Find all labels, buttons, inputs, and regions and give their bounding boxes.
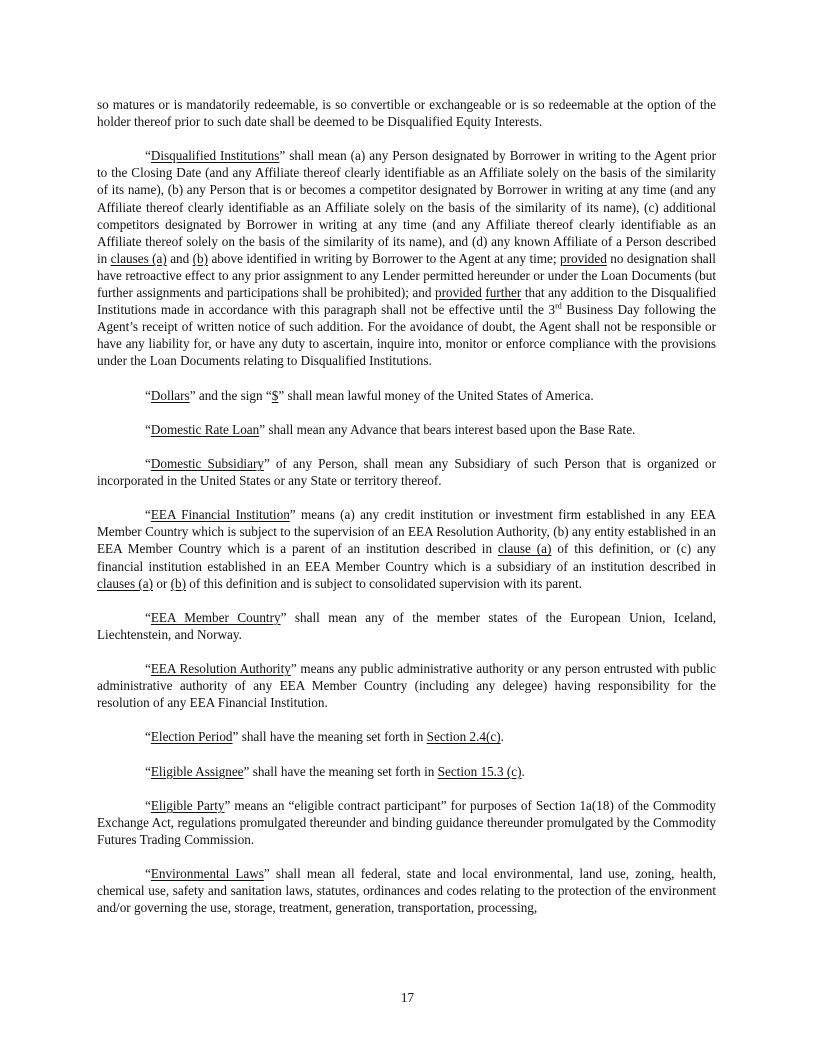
defined-term: EEA Member Country	[150, 609, 281, 625]
definition-eligible-party: “Eligible Party” means an “eligible contract participant” for purposes of Section 1a(18) of the Commodity Exchange Act, regulations promulgated thereunder and binding guidance thereunder promulgated by the Commodity Futures Trading Commission.	[97, 797, 717, 848]
cross-reference: clauses (a)	[110, 250, 167, 266]
cross-reference: (b)	[192, 250, 209, 266]
definition-eea-member-country: “EEA Member Country” shall mean any of the member states of the European Union, Iceland, Liechtenstein, and Norway.	[97, 609, 716, 642]
cross-reference: (b)	[170, 575, 186, 591]
cross-reference: clauses (a)	[97, 575, 154, 591]
cross-reference: clause (a)	[497, 541, 552, 557]
paragraph-continuation: so matures or is mandatorily redeemable, is so convertible or exchangeable or is so redeemable at the option of the holder thereof prior to such date shall be deemed to be Disqualified Equity Interests.	[97, 97, 716, 130]
cross-reference: Section 15.3 (c)	[437, 763, 522, 779]
definition-domestic-rate-loan: “Domestic Rate Loan” shall mean any Advance that bears interest based upon the Base Rate.	[145, 421, 636, 437]
definition-election-period: “Election Period” shall have the meaning set forth in Section 2.4(c).	[145, 729, 504, 745]
defined-term: Domestic Rate Loan	[150, 421, 260, 437]
ordinal-superscript: rd	[555, 301, 562, 311]
page-number: 17	[400, 990, 415, 1005]
emphasis-provided: provided	[559, 250, 607, 266]
defined-term: Disqualified Institutions	[150, 148, 280, 164]
defined-term: Election Period	[150, 729, 233, 745]
defined-term: Environmental Laws	[150, 866, 264, 882]
emphasis-further: further	[485, 285, 522, 301]
definition-domestic-subsidiary: “Domestic Subsidiary” of any Person, shall mean any Subsidiary of such Person that is organized or incorporated in the United States or any State or territory thereof.	[97, 455, 716, 489]
definition-disqualified-institutions: “Disqualified Institutions” shall mean (a) any Person designated by Borrower in writing to the Agent prior to the Closing Date (and any Affiliate thereof clearly identifiable as an Affiliate solely on the basis of the similarity of its name), (b) any Person that is or becomes a competitor designated by Borrower in writing at any time (and any Affiliate thereof clearly identifiable as an Affiliate solely on the basis of the similarity of its name), (c) additional competitors designated by Borrower in writing at any time (and any Affiliate thereof clearly identifiable as an Affiliate thereof solely on the basis of the similarity of its name), and (d) any known Affiliate of a Person described in clauses (a) and (b) above identified in writing by Borrower to the Agent at any time; provided no designation shall have retroactive effect to any prior assignment to any Lender permitted hereunder or under the Loan Documents (but further assignments and participations shall be prohibited); and provided further that any addition to the Disqualified Institutions made in accordance with this paragraph shall not be effective until the 3rd Business Day following the Agent’s receipt of written notice of such addition. For the avoidance of doubt, the Agent shall not be responsible or have any liability for, or have any duty to ascertain, inquire into, monitor or enforce compliance with the provisions under the Loan Documents relating to Disqualified Institutions.	[97, 148, 717, 369]
definition-eea-financial-institution: “EEA Financial Institution” means (a) any credit institution or investment firm established in any EEA Member Country which is subject to the supervision of an EEA Resolution Authority, (b) any entity established in an EEA Member Country which is a parent of an institution described in clause (a) of this definition, or (c) any financial institution established in an EEA Member Country which is a subsidiary of an institution described in clauses (a) or (b) of this definition and is subject to consolidated supervision with its parent.	[97, 507, 717, 591]
emphasis-provided: provided	[434, 285, 482, 301]
defined-term: Domestic Subsidiary	[150, 455, 264, 471]
defined-term: Eligible Assignee	[150, 763, 244, 779]
defined-term: EEA Financial Institution	[150, 507, 290, 523]
defined-term: Dollars	[150, 387, 190, 403]
cross-reference: Section 2.4(c)	[426, 729, 501, 745]
definition-eea-resolution-authority: “EEA Resolution Authority” means any public administrative authority or any person entrusted with public administrative authority of any EEA Member Country (including any delegee) having responsibility for the resolution of any EEA Financial Institution.	[97, 661, 716, 711]
definition-dollars: “Dollars” and the sign “$” shall mean lawful money of the United States of America.	[145, 387, 594, 403]
definition-eligible-assignee: “Eligible Assignee” shall have the meaning set forth in Section 15.3 (c).	[145, 763, 525, 779]
page-body	[97, 96, 716, 934]
defined-term: $	[271, 387, 279, 403]
definition-environmental-laws: “Environmental Laws” shall mean all federal, state and local environmental, land use, zoning, health, chemical use, safety and sanitation laws, statutes, ordinances and codes relating to the protection of the environment and/or governing the use, storage, treatment, generation, transportation, processing,	[97, 866, 716, 916]
defined-term: EEA Resolution Authority	[150, 661, 291, 677]
defined-term: Eligible Party	[150, 797, 225, 813]
